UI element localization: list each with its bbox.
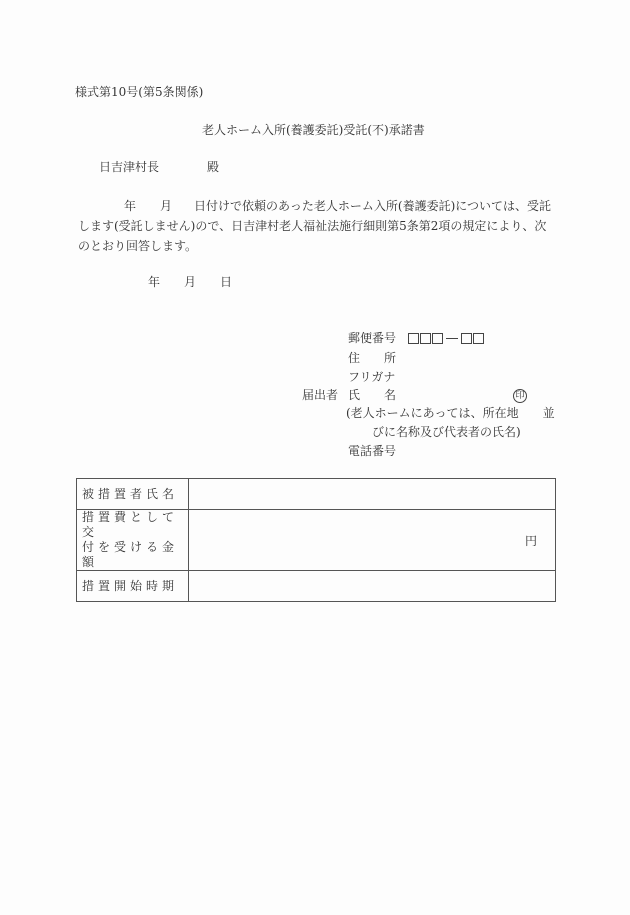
- table-label: 措置開始時期: [77, 571, 189, 602]
- body-line-2: します(受託しません)ので、日吉津村老人福祉法施行細則第5条第2項の規定により、次: [78, 219, 547, 233]
- addressee: [99, 160, 219, 174]
- postal-code-label: 郵便番号: [348, 331, 397, 345]
- date-year: 年: [148, 275, 161, 289]
- postal-code-boxes[interactable]: [408, 333, 484, 344]
- seal-mark: [513, 387, 527, 403]
- phone-label: 電話番号: [348, 444, 397, 458]
- table-value-field[interactable]: [189, 571, 556, 602]
- info-table: [76, 478, 556, 602]
- form-number: 様式第10号(第5条関係): [75, 85, 204, 99]
- document-title: 老人ホーム入所(養護委託)受託(不)承諾書: [202, 123, 425, 137]
- address-label: 住 所: [348, 351, 397, 365]
- addressee-name: 日吉津村長: [99, 160, 160, 174]
- table-label-line: 措置費として交: [82, 510, 179, 539]
- body-line-3: のとおり回答します。: [78, 239, 198, 253]
- table-value-field[interactable]: 円: [189, 510, 556, 571]
- date-day: 日: [220, 275, 233, 289]
- postal-code-row: [348, 331, 484, 345]
- addressee-honorific: 殿: [207, 160, 220, 174]
- furigana-label: フリガナ: [348, 370, 396, 384]
- body-text: 日付けで依頼のあった老人ホーム入所(養護委託)については、受託: [194, 199, 552, 213]
- table-value-field[interactable]: [189, 479, 556, 510]
- name-label: 氏 名: [348, 388, 397, 402]
- table-row: [77, 571, 556, 602]
- reply-date: [148, 275, 232, 289]
- body-month: 月: [160, 199, 173, 213]
- table-label-line: 付を受ける金額: [82, 540, 179, 569]
- note-line-1: (老人ホームにあっては、所在地 並: [346, 406, 555, 420]
- date-month: 月: [184, 275, 197, 289]
- body-year: 年: [124, 199, 137, 213]
- applicant-role-label: 届出者: [302, 388, 339, 402]
- table-label: [77, 510, 189, 571]
- table-label: 被措置者氏名: [77, 479, 189, 510]
- table-row: [77, 479, 556, 510]
- note-line-2: びに名称及び代表者の氏名): [372, 425, 521, 439]
- table-row: [77, 510, 556, 571]
- body-line-1: [124, 199, 551, 213]
- seal-icon: 印: [513, 389, 527, 403]
